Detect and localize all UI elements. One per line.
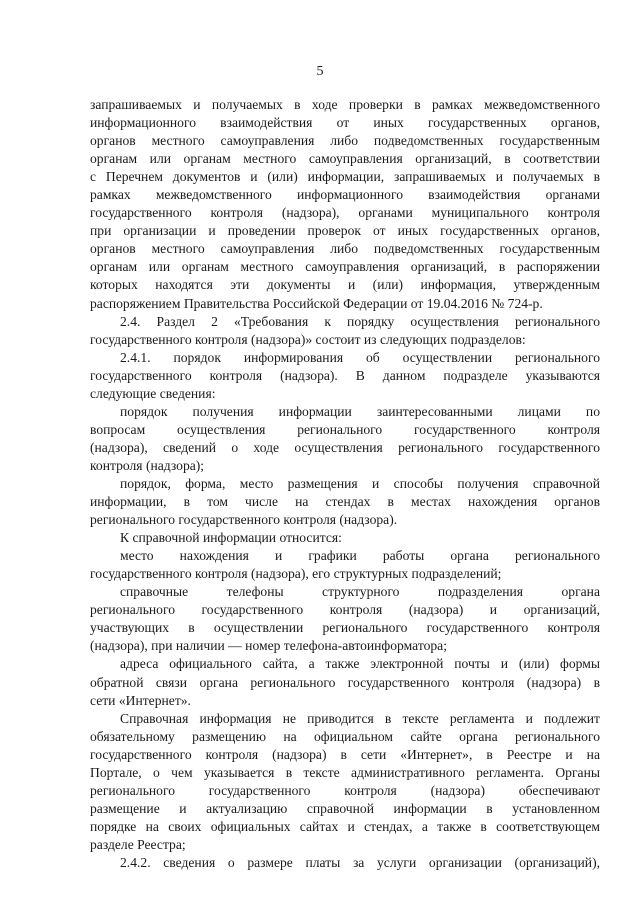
- text-line: порядке на своих официальных сайтах и стендах, а также в соответствующем: [90, 818, 600, 834]
- text-line: государственного контроля (надзора). В данном подразделе указываются: [90, 367, 600, 383]
- text-line: запрашиваемых и получаемых в ходе проверки в рамках межведомственного: [90, 97, 600, 112]
- text-line: участвующих в осуществлении регионального государственного контроля: [90, 620, 600, 636]
- text-line: 2.4.1. порядок информирования об осуществлении регионального: [120, 349, 600, 365]
- text-line: обязательному размещению на официальном сайте органа регионального: [90, 728, 600, 744]
- text-line: регионального государственного контроля (надзора).: [90, 512, 398, 528]
- text-line: К справочной информации относится:: [120, 530, 342, 546]
- text-line: органов местного самоуправления либо подведомственных государственным: [90, 241, 600, 257]
- text-line: которых находятся эти документы и (или) информация, утвержденным: [90, 277, 600, 293]
- text-line: органам или органам местного самоуправления организаций, в соответствии: [90, 151, 600, 167]
- text-line: место нахождения и графики работы органа регионального: [120, 548, 600, 564]
- text-line: государственного контроля (надзора), органами муниципального контроля: [90, 205, 600, 221]
- text-line: с Перечнем документов и (или) информации, запрашиваемых и получаемых в: [90, 169, 600, 185]
- page-number: 5: [316, 64, 324, 79]
- text-line: регионального государственного контроля (надзора) обеспечивают: [90, 782, 600, 798]
- text-line: информации, в том числе на стендах в местах нахождения органов: [90, 494, 600, 510]
- text-line: государственного контроля (надзора)» состоит из следующих подразделов:: [90, 331, 526, 347]
- text-line: порядок получения информации заинтересованными лицами по: [120, 403, 600, 419]
- text-line: (надзора), при наличии — номер телефона-автоинформатора;: [90, 638, 447, 654]
- text-line: адреса официального сайта, а также электронной почты и (или) формы: [120, 656, 600, 672]
- text-line: информационного взаимодействия от иных государственных органов,: [90, 115, 600, 131]
- text-line: сети «Интернет».: [90, 692, 191, 708]
- text-line: государственного контроля (надзора) в сети «Интернет», в Реестре и на: [90, 746, 600, 762]
- text-line: 2.4. Раздел 2 «Требования к порядку осуществления регионального: [120, 313, 600, 329]
- text-line: (надзора), сведений о ходе осуществления регионального государственного: [90, 439, 600, 455]
- text-line: обратной связи органа регионального государственного контроля (надзора) в: [90, 674, 600, 690]
- text-line: рамках межведомственного информационного взаимодействия органами: [90, 187, 600, 203]
- text-line: размещение и актуализацию справочной информации в установленном: [90, 800, 600, 816]
- document-body: [90, 96, 600, 872]
- text-line: при организации и проведении проверок от иных государственных органов,: [90, 223, 600, 239]
- text-line: справочные телефоны структурного подразделения органа: [120, 584, 600, 600]
- text-line: органов местного самоуправления либо подведомственных государственным: [90, 133, 600, 149]
- text-line: 2.4.2. сведения о размере платы за услуги организации (организаций),: [120, 854, 600, 870]
- text-line: распоряжением Правительства Российской Федерации от 19.04.2016 № 724-р.: [90, 295, 543, 311]
- text-line: Справочная информация не приводится в тексте регламента и подлежит: [120, 710, 600, 726]
- text-line: государственного контроля (надзора), его структурных подразделений;: [90, 566, 502, 582]
- text-line: органам или органам местного самоуправления организаций, в распоряжении: [90, 259, 600, 275]
- text-line: следующие сведения:: [90, 385, 216, 401]
- text-line: вопросам осуществления регионального государственного контроля: [90, 421, 600, 437]
- text-line: разделе Реестра;: [90, 836, 186, 852]
- text-line: контроля (надзора);: [90, 457, 205, 473]
- text-line: регионального государственного контроля (надзора) и организаций,: [90, 602, 600, 618]
- text-line: порядок, форма, место размещения и способы получения справочной: [120, 475, 600, 491]
- text-line: Портале, о чем указывается в тексте административного регламента. Органы: [90, 764, 600, 780]
